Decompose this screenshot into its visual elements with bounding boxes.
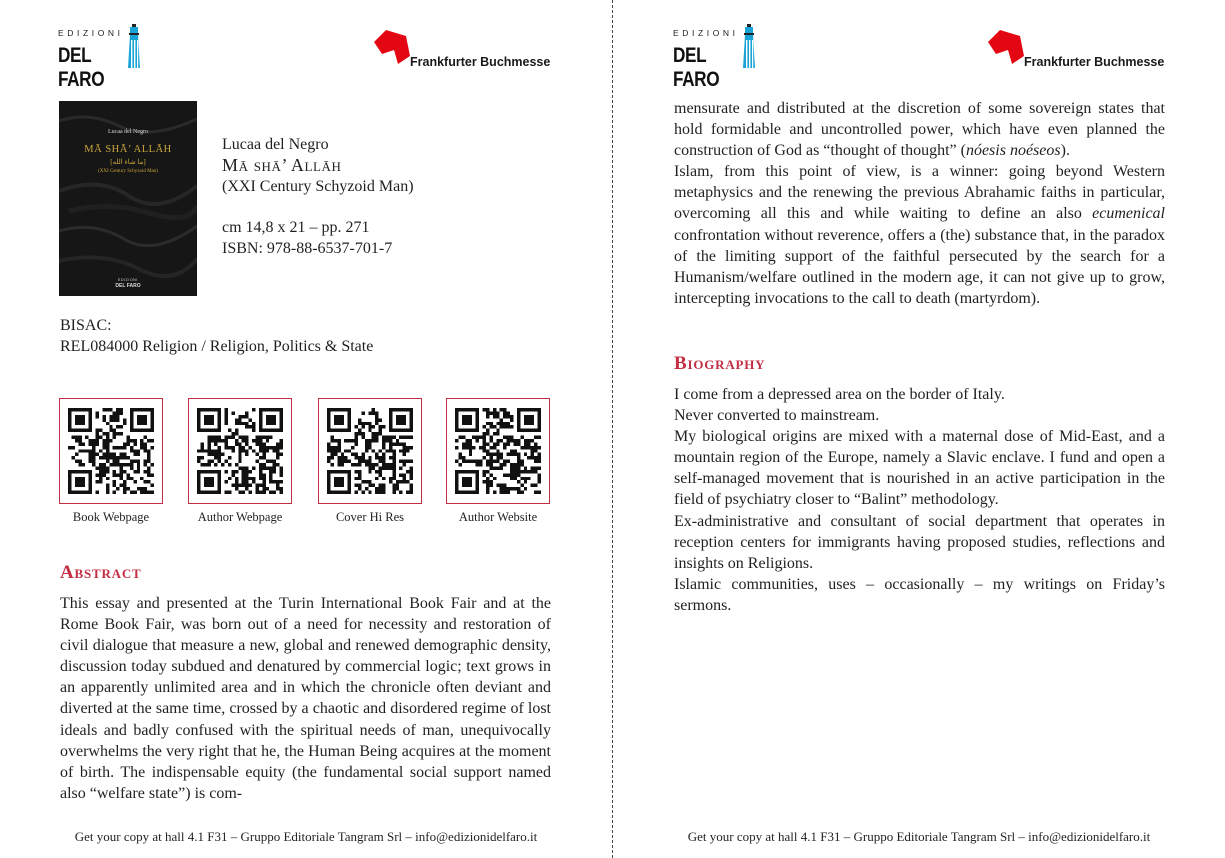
cover-subtitle: (XXI Century Schyzoid Man) (98, 169, 158, 174)
qr-code-icon[interactable] (327, 408, 413, 494)
biography-paragraph: Never converted to mainstream. (674, 407, 880, 425)
qr-label: Author Webpage (197, 510, 283, 524)
abstract-heading: Abstract (60, 562, 142, 583)
abstract-continued-paragraph-2 (674, 161, 1165, 309)
logo-big-text: DEL FARO (673, 44, 720, 91)
book-cover (59, 101, 197, 296)
cover-author: Lucaa del Negro (108, 129, 148, 135)
cover-publisher-small: EDIZIONI (118, 278, 138, 282)
logo-small-text: EDIZIONI (58, 28, 124, 38)
abstract-continued (674, 98, 1165, 309)
fair-name: Frankfurter Buchmesse (1024, 55, 1165, 69)
left-page (0, 0, 612, 858)
logo-small-text: EDIZIONI (673, 28, 739, 38)
abstract-paragraph: This essay and presented at the Turin International Book Fair and at the Rome Book Fair, was born out of a need for necessity and restoration of civil dialogue that measure a new, global and renewed demographic density, discussion today subdued and denatured by commercial logic; text grows in an apparently unlimited area and in which the chronicle often deviant and diverted at the same time, crossed by a chaotic and disordered regime of lost ideals and badly confused with the spiritual needs of man, unequivocally overwhelms the very right that he, the Human Being acquires at the moment of birth. The indispensable equity (the fundamental social support named also “welfare state”) is com- (60, 595, 551, 802)
abstract-text (60, 593, 551, 804)
book-subtitle: (XXI Century Schyzoid Man) (222, 178, 414, 195)
edizioni-del-faro-logo (673, 24, 763, 91)
biography-paragraph: Ex-administrative and consultant of social department that operates in reception centers for immigrants having proposed studies, reflections and insights on Religions. (674, 512, 1165, 572)
biography-heading: Biography (674, 353, 766, 374)
biography-paragraph: Islamic communities, uses – occasionally – my writings on Friday’s sermons. (674, 575, 1165, 614)
text-run: ). (1060, 142, 1070, 160)
cover-title: MĀ SHĀ’ ALLĀH (84, 144, 172, 155)
qr-label: Author Website (458, 510, 538, 524)
qr-label: Cover Hi Res (335, 510, 405, 524)
qr-label: Book Webpage (72, 510, 150, 524)
cover-arabic-title: [ما شاء الله] (110, 158, 146, 166)
bisac-label: BISAC: (60, 317, 112, 334)
frankfurter-buchmesse-mark-icon (986, 30, 1026, 68)
italic-run: ecumenical (1092, 205, 1165, 223)
book-isbn: ISBN: 978-88-6537-701-7 (222, 240, 393, 257)
book-author: Lucaa del Negro (222, 136, 329, 153)
text-run: Islam, from this point of view, is a winner: going beyond Western metaphysics and the renewing the previous Abrahamic faiths in particular, overcoming all this and while waiting to define an also (674, 163, 1165, 223)
right-page (613, 0, 1225, 858)
biography-paragraph: My biological origins are mixed with a maternal dose of Mid-East, and a mountain region of the Europe, namely a Slavic enclave. I fund and open a self-managed movement that is nourished in an active participation in the field of psychiatry closer to “Balint” methodology. (674, 428, 1165, 509)
qr-book-webpage[interactable] (59, 398, 163, 525)
biography-paragraph: I come from a depressed area on the border of Italy. (674, 386, 1005, 403)
qr-cover-hi-res[interactable] (318, 398, 422, 525)
frankfurter-buchmesse-mark-icon (372, 30, 412, 68)
lighthouse-icon (126, 24, 142, 68)
qr-author-webpage[interactable] (188, 398, 292, 525)
footer: Get your copy at hall 4.1 F31 – Gruppo Editoriale Tangram Srl – info@edizionidelfaro.it (74, 829, 538, 844)
footer: Get your copy at hall 4.1 F31 – Gruppo Editoriale Tangram Srl – info@edizionidelfaro.it (687, 829, 1151, 844)
text-run: confrontation without reverence, offers a (the) substance that, in the paradox of the limiting support of the faithful persecuted by the search for a Humanism/welfare outlined in the modern age, it can not give up to grow, intercepting invocations to the call to death (martyrdom). (674, 226, 1165, 307)
text-run: mensurate and distributed at the discretion of some sovereign states that hold formidable and uncontrolled power, which have even planned the construction of God as “thought of thought” ( (674, 100, 1165, 160)
logo-big-text: DEL FARO (58, 44, 105, 91)
abstract-continued-paragraph-1 (674, 98, 1165, 161)
bisac-value: REL084000 Religion / Religion, Politics & State (60, 338, 374, 355)
biography-text (674, 384, 1165, 616)
italic-run: nóesis noéseos (965, 142, 1061, 160)
qr-code-icon[interactable] (68, 408, 154, 494)
fair-name: Frankfurter Buchmesse (410, 55, 551, 69)
lighthouse-icon (741, 24, 757, 68)
cover-publisher (113, 277, 143, 289)
qr-code-icon[interactable] (197, 408, 283, 494)
frankfurter-buchmesse-logo (372, 30, 554, 72)
book-title: Mā shā’ Allāh (222, 155, 342, 175)
bisac-block (60, 315, 373, 357)
book-info (222, 134, 414, 259)
edizioni-del-faro-logo (58, 24, 148, 91)
frankfurter-buchmesse-logo (986, 30, 1168, 72)
qr-code-icon[interactable] (455, 408, 541, 494)
qr-author-website[interactable] (446, 398, 550, 525)
cover-publisher-big: DEL FARO (115, 283, 141, 289)
book-format: cm 14,8 x 21 – pp. 271 (222, 219, 370, 236)
